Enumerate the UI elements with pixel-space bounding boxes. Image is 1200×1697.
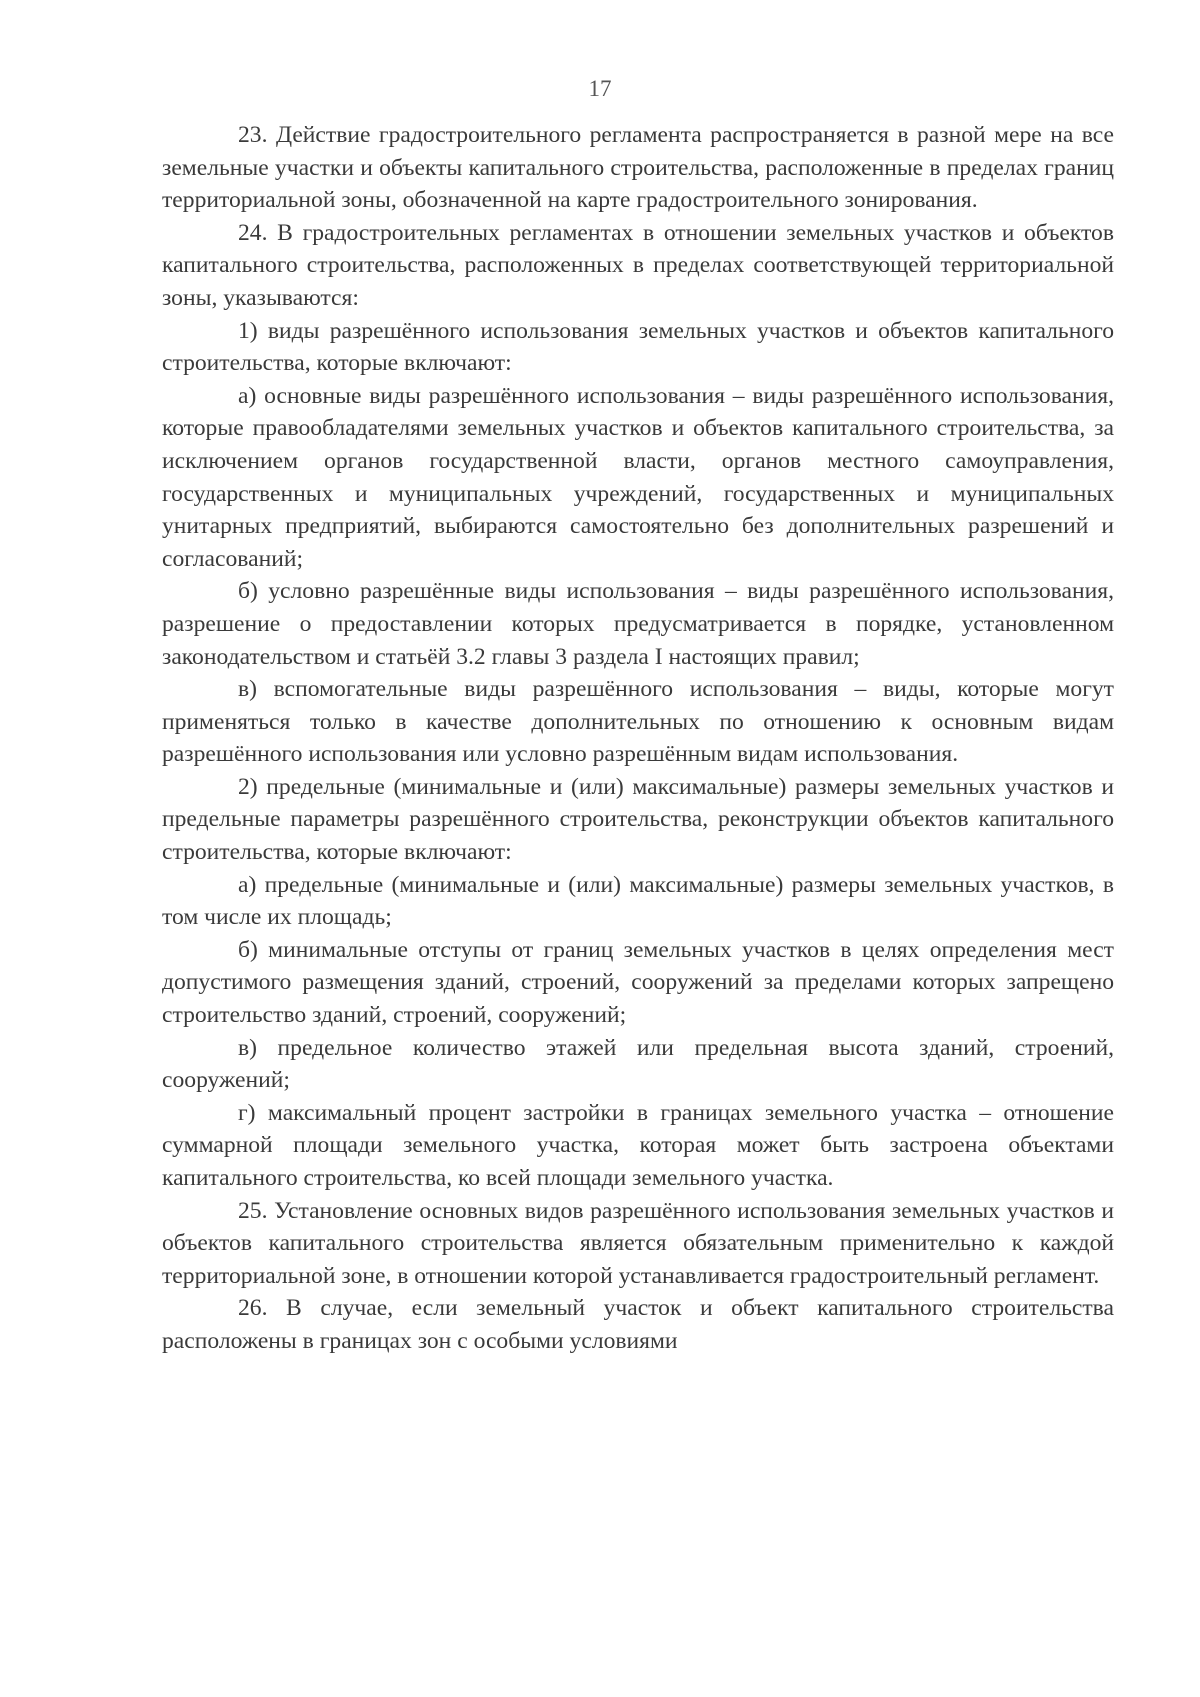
page-number: 17 <box>588 76 612 101</box>
paragraph-24-item-2: 2) предельные (минимальные и (или) максимальные) размеры земельных участков и предельные параметры разрешённого строительства, реконструкции объектов капитального строительства, которые включают: <box>162 773 1114 866</box>
document-body <box>162 119 1114 1358</box>
paragraph-24-item-1b: б) условно разрешённые виды использования – виды разрешённого использования, разрешение о предоставлении которых предусматривается в порядке, установленном законодательством и статьёй 3.2 главы 3 раздела I настоящих правил; <box>162 578 1114 670</box>
paragraph-26: 26. В случае, если земельный участок и объект капитального строительства расположены в границах зон с особыми условиями <box>162 1295 1114 1354</box>
paragraph-24-item-2v: в) предельное количество этажей или предельная высота зданий, строений, сооружений; <box>162 1034 1114 1094</box>
paragraph-24-item-1a: а) основные виды разрешённого использования – виды разрешённого использования, которые правообладателями земельных участков и объектов капитального строительства, за исключением органов государственной власти, органов местного самоуправления, государственных и муниципальных учреждений, государственных и муниципальных унитарных предприятий, выбираются самостоятельно без дополнительных разрешений и согласований; <box>162 382 1114 572</box>
paragraph-25: 25. Установление основных видов разрешённого использования земельных участков и объектов капитального строительства является обязательным применительно к каждой территориальной зоне, в отношении которой устанавливается градостроительный регламент. <box>162 1197 1114 1289</box>
paragraph-24-item-1v: в) вспомогательные виды разрешённого использования – виды, которые могут применяться только в качестве дополнительных по отношению к основным видам разрешённого использования или условно разрешённым видам использования. <box>162 676 1114 768</box>
paragraph-24-item-2b: б) минимальные отступы от границ земельных участков в целях определения мест допустимого размещения зданий, строений, сооружений за пределами которых запрещено строительство зданий, строений, сооружений; <box>162 936 1114 1029</box>
paragraph-24-item-1: 1) виды разрешённого использования земельных участков и объектов капитального строительства, которые включают: <box>162 317 1114 377</box>
paragraph-24-item-2g: г) максимальный процент застройки в границах земельного участка – отношение суммарной площади земельного участка, которая может быть застроена объектами капитального строительства, ко всей площади земельного участка. <box>162 1099 1114 1191</box>
paragraph-23: 23. Действие градостроительного регламента распространяется в разной мере на все земельные участки и объекты капитального строительства, расположенные в пределах границ территориальной зоны, обозначенной на карте градостроительного зонирования. <box>162 122 1114 214</box>
paragraph-24: 24. В градостроительных регламентах в отношении земельных участков и объектов капитального строительства, расположенных в пределах соответствующей территориальной зоны, указываются: <box>162 219 1114 311</box>
paragraph-24-item-2a: а) предельные (минимальные и (или) максимальные) размеры земельных участков, в том числе их площадь; <box>162 871 1114 931</box>
